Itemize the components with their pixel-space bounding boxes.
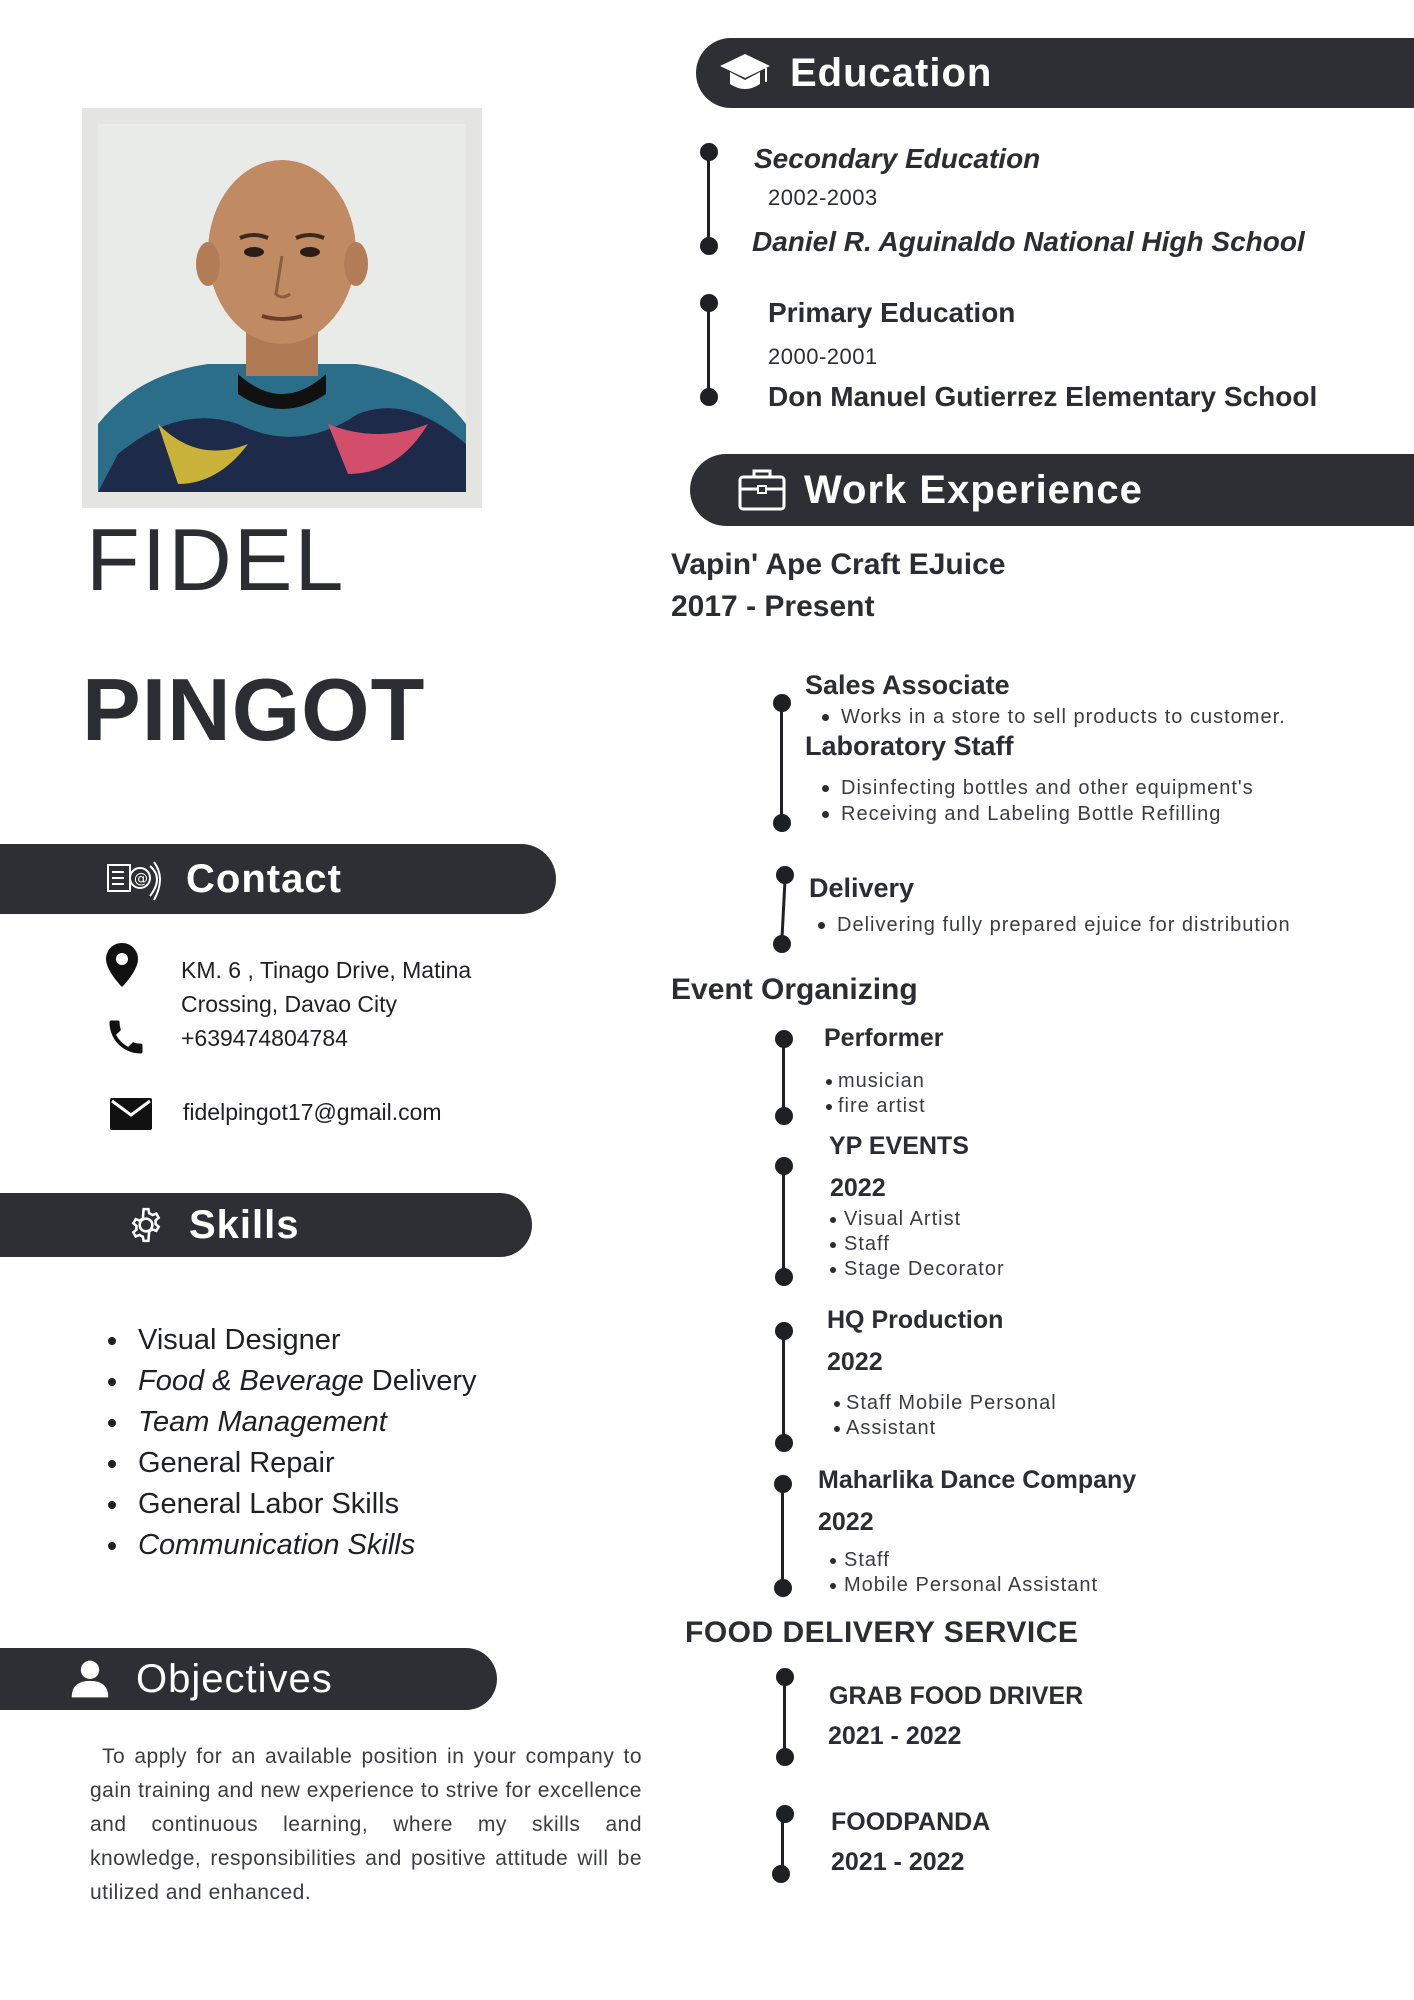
timeline-dot	[776, 1668, 794, 1686]
svg-text:@: @	[134, 871, 148, 887]
skill-item	[104, 1320, 477, 1361]
food-service-period: 2021 - 2022	[831, 1848, 965, 1876]
education-years: 2002-2003	[768, 185, 878, 210]
event-bullet: Visual Artist	[830, 1208, 961, 1231]
role-bullet: Delivering fully prepared ejuice for distribution	[818, 914, 1291, 937]
skill-label-italic: Communication Skills	[138, 1529, 416, 1561]
phone-number: +639474804784	[181, 1025, 348, 1051]
profile-photo	[98, 124, 466, 492]
event-title: Maharlika Dance Company	[818, 1466, 1137, 1494]
skill-item	[104, 1525, 477, 1566]
skill-label-italic: Team Management	[138, 1406, 387, 1438]
objectives-title: Objectives	[136, 1656, 333, 1701]
address-block	[181, 953, 471, 1055]
education-level: Primary Education	[768, 297, 1016, 328]
briefcase-icon	[738, 467, 786, 513]
email-address: fidelpingot17@gmail.com	[183, 1099, 442, 1125]
event-year: 2022	[827, 1348, 883, 1376]
role-bullet: Disinfecting bottles and other equipment's	[822, 777, 1254, 800]
timeline-dot	[772, 1865, 790, 1883]
address-line-2: Crossing, Davao City	[181, 991, 398, 1017]
event-title: HQ Production	[827, 1306, 1004, 1334]
role-title: Delivery	[809, 873, 915, 903]
timeline-dot	[773, 694, 791, 712]
event-organizing-title: Event Organizing	[671, 973, 918, 1006]
food-service-period: 2021 - 2022	[828, 1722, 962, 1750]
event-year: 2022	[830, 1174, 886, 1202]
company-period: 2017 - Present	[671, 590, 875, 623]
company-name: Vapin' Ape Craft EJuice	[671, 548, 1006, 581]
food-delivery-title: FOOD DELIVERY SERVICE	[685, 1616, 1079, 1649]
timeline-dot	[700, 388, 718, 406]
education-school: Daniel R. Aguinaldo National High School	[752, 226, 1305, 257]
skill-item	[104, 1402, 477, 1443]
objective-text: To apply for an available position in your company to gain training and new experience to strive for excellence and continuous learning, where my skills and knowledge, responsibilities and positive attitude will be utilized and enhanced.	[90, 1745, 642, 1904]
first-name: FIDEL	[86, 510, 346, 609]
timeline-dot	[773, 935, 791, 953]
event-bullet: fire artist	[826, 1095, 926, 1118]
food-service-title: GRAB FOOD DRIVER	[829, 1682, 1084, 1710]
timeline-dot	[773, 814, 791, 832]
objectives-header	[0, 1648, 497, 1710]
timeline-dot	[774, 1475, 792, 1493]
skill-label-italic: Food & Beverage	[138, 1365, 372, 1397]
contact-header	[0, 844, 556, 914]
profile-photo-frame	[82, 108, 482, 508]
role-title: Laboratory Staff	[805, 731, 1014, 761]
event-bullet: Stage Decorator	[830, 1258, 1005, 1281]
timeline-dot	[700, 237, 718, 255]
email-icon	[109, 1097, 153, 1131]
address-line-1: KM. 6 , Tinago Drive, Matina	[181, 957, 472, 983]
education-title: Education	[790, 50, 993, 95]
phone-icon	[104, 1015, 148, 1059]
skill-item	[104, 1443, 477, 1484]
person-icon	[68, 1657, 112, 1701]
location-pin-icon	[105, 942, 139, 988]
gear-icon	[127, 1206, 165, 1244]
timeline-dot	[775, 1434, 793, 1452]
event-year: 2022	[818, 1508, 874, 1536]
education-header	[696, 38, 1414, 108]
contact-email-icon	[106, 856, 166, 902]
timeline-dot	[775, 1268, 793, 1286]
skill-label: General Labor Skills	[138, 1488, 400, 1520]
event-bullet: Staff	[830, 1549, 890, 1572]
timeline-dot	[775, 1157, 793, 1175]
last-name: PINGOT	[82, 660, 426, 759]
timeline-dot	[776, 866, 794, 884]
timeline-dot	[700, 294, 718, 312]
event-title: Performer	[824, 1024, 944, 1052]
contact-title: Contact	[186, 856, 342, 901]
role-bullet: Works in a store to sell products to customer.	[822, 706, 1286, 729]
role-bullet: Receiving and Labeling Bottle Refilling	[822, 803, 1221, 826]
profile-photo-illustration	[98, 124, 466, 492]
skill-label: Delivery	[371, 1365, 477, 1397]
work-experience-title: Work Experience	[804, 467, 1143, 512]
event-bullet: Staff	[830, 1233, 890, 1256]
timeline-dot	[700, 143, 718, 161]
education-years: 2000-2001	[768, 344, 878, 369]
event-bullet: musician	[826, 1070, 925, 1093]
skills-list	[104, 1320, 477, 1566]
timeline-dot	[774, 1579, 792, 1597]
timeline-dot	[776, 1748, 794, 1766]
timeline-dot	[776, 1805, 794, 1823]
event-bullet: Staff Mobile Personal	[834, 1392, 1057, 1415]
work-experience-header	[690, 454, 1414, 526]
timeline-dot	[775, 1322, 793, 1340]
timeline-dot	[775, 1107, 793, 1125]
skills-title: Skills	[189, 1202, 300, 1247]
education-school: Don Manuel Gutierrez Elementary School	[768, 381, 1318, 412]
skill-item	[104, 1361, 477, 1402]
event-title: YP EVENTS	[829, 1132, 969, 1160]
role-title: Sales Associate	[805, 670, 1010, 700]
skill-item	[104, 1484, 477, 1525]
skill-label: Visual Designer	[138, 1324, 341, 1356]
education-level: Secondary Education	[754, 143, 1041, 174]
skills-header	[0, 1193, 532, 1257]
event-bullet: Assistant	[834, 1417, 936, 1440]
food-service-title: FOODPANDA	[831, 1808, 991, 1836]
timeline-dot	[775, 1030, 793, 1048]
graduation-cap-icon	[718, 50, 772, 96]
skill-label: General Repair	[138, 1447, 335, 1479]
event-bullet: Mobile Personal Assistant	[830, 1574, 1098, 1597]
